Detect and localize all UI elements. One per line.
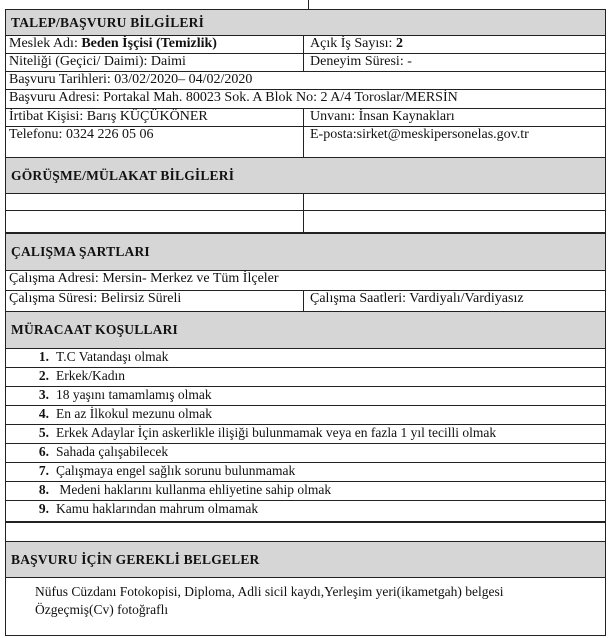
acik-is-value: 2: [395, 36, 403, 51]
list-item: [5, 349, 606, 368]
item-text: 18 yaşını tamamlamış olmak: [56, 387, 212, 402]
list-item: [5, 406, 606, 425]
telefon-cell: Telefonu: 0324 226 05 06: [5, 127, 304, 157]
divider: [5, 522, 606, 523]
deneyim-cell: Deneyim Süresi: -: [310, 54, 412, 69]
empty-cell: [5, 211, 304, 232]
row-gorusme-empty-1: [5, 194, 606, 211]
item-number: 7.: [38, 463, 49, 478]
meslek-cell: [5, 36, 304, 53]
row-gorusme-empty-2: [5, 211, 606, 233]
acik-is-cell: [304, 36, 606, 53]
row-calisma-suresi: [5, 291, 606, 312]
irtibat-cell: İrtibat Kişisi: Barış KÜÇÜKÖNER: [5, 109, 304, 126]
list-item: [5, 444, 606, 463]
belgeler-line-1: Nüfus Cüzdanı Fotokopisi, Diploma, Adli sicil kaydı,Yerleşim yeri(ikametgah) belgesi: [35, 584, 504, 599]
calisma-adresi: Çalışma Adresi: Mersin- Merkez ve Tüm İlçeler: [9, 271, 279, 286]
section-title: BAŞVURU İÇİN GEREKLİ BELGELER: [11, 551, 260, 567]
item-text: Kamu haklarından mahrum olmamak: [56, 501, 259, 516]
bottom-border: [5, 635, 606, 636]
list-item: [5, 368, 606, 387]
form-page: [5, 0, 606, 638]
item-number: 3.: [38, 387, 49, 402]
item-number: 9.: [38, 501, 49, 516]
item-number: 6.: [38, 444, 49, 459]
item-text: Erkek/Kadın: [56, 368, 125, 383]
empty-cell: [304, 211, 606, 232]
row-basvuru-adresi: [5, 90, 606, 109]
section-title: GÖRÜŞME/MÜLAKAT BİLGİLERİ: [11, 167, 235, 183]
item-number: 2.: [38, 368, 49, 383]
item-text: Medeni haklarını kullanma ehliyetine sahip olmak: [56, 482, 332, 497]
section-muracaat-header: [5, 311, 606, 349]
section-belgeler-header: [5, 541, 606, 578]
niteligi-cell: Niteliği (Geçici/ Daimi): Daimi: [5, 54, 304, 71]
acik-is-label: Açık İş Sayısı:: [310, 36, 393, 51]
row-meslek: [5, 36, 606, 54]
row-telefon: [5, 127, 606, 158]
section-calisma-header: [5, 233, 606, 271]
item-text: Erkek Adaylar İçin askerlikle ilişiği bulunmamak veya en fazla 1 yıl tecilli olmak: [56, 425, 497, 440]
belgeler-line-2: Özgeçmiş(Cv) fotoğraflı: [35, 602, 169, 617]
basvuru-tarihleri: Başvuru Tarihleri: 03/02/2020– 04/02/2020: [9, 72, 253, 87]
empty-cell: [304, 194, 606, 210]
eposta-cell: E-posta:sirket@meskipersonelas.gov.tr: [310, 127, 529, 142]
section-title: TALEP/BAŞVURU BİLGİLERİ: [11, 14, 205, 30]
calisma-saatleri-cell: Çalışma Saatleri: Vardiyalı/Vardiyasız: [310, 291, 524, 306]
basvuru-adresi: Başvuru Adresi: Portakal Mah. 80023 Sok. A Blok No: 2 A/4 Toroslar/MERSİN: [9, 90, 458, 105]
empty-cell: [5, 194, 304, 210]
item-number: 1.: [38, 349, 49, 364]
list-item: [5, 463, 606, 482]
list-item: [5, 501, 606, 522]
row-irtibat: [5, 109, 606, 127]
item-text: Çalışmaya engel sağlık sorunu bulunmamak: [56, 463, 296, 478]
section-title: MÜRACAAT KOŞULLARI: [11, 322, 178, 337]
section-title: ÇALIŞMA ŞARTLARI: [11, 244, 150, 259]
frame-left-border: [5, 9, 6, 635]
item-text: T.C Vatandaşı olmak: [56, 349, 169, 364]
section-talep-header: [5, 9, 606, 36]
list-item: [5, 425, 606, 444]
unvani-cell: Unvanı: İnsan Kaynakları: [310, 109, 455, 124]
top-divider: [308, 0, 309, 9]
item-number: 8.: [38, 482, 49, 497]
row-basvuru-tarihleri: [5, 72, 606, 90]
item-text: En az İlkokul mezunu olmak: [56, 406, 212, 421]
frame-right-border: [605, 9, 606, 635]
row-calisma-adresi: [5, 271, 606, 291]
item-text: Sahada çalışabilecek: [56, 444, 169, 459]
meslek-label: Meslek Adı:: [9, 36, 78, 51]
calisma-suresi-cell: Çalışma Süresi: Belirsiz Süreli: [5, 291, 304, 311]
item-number: 5.: [38, 425, 49, 440]
item-number: 4.: [38, 406, 49, 421]
meslek-value: Beden İşçisi (Temizlik): [81, 36, 217, 51]
list-item: [5, 387, 606, 406]
list-item: [5, 482, 606, 501]
section-gorusme-header: [5, 157, 606, 194]
row-niteligi: [5, 54, 606, 72]
